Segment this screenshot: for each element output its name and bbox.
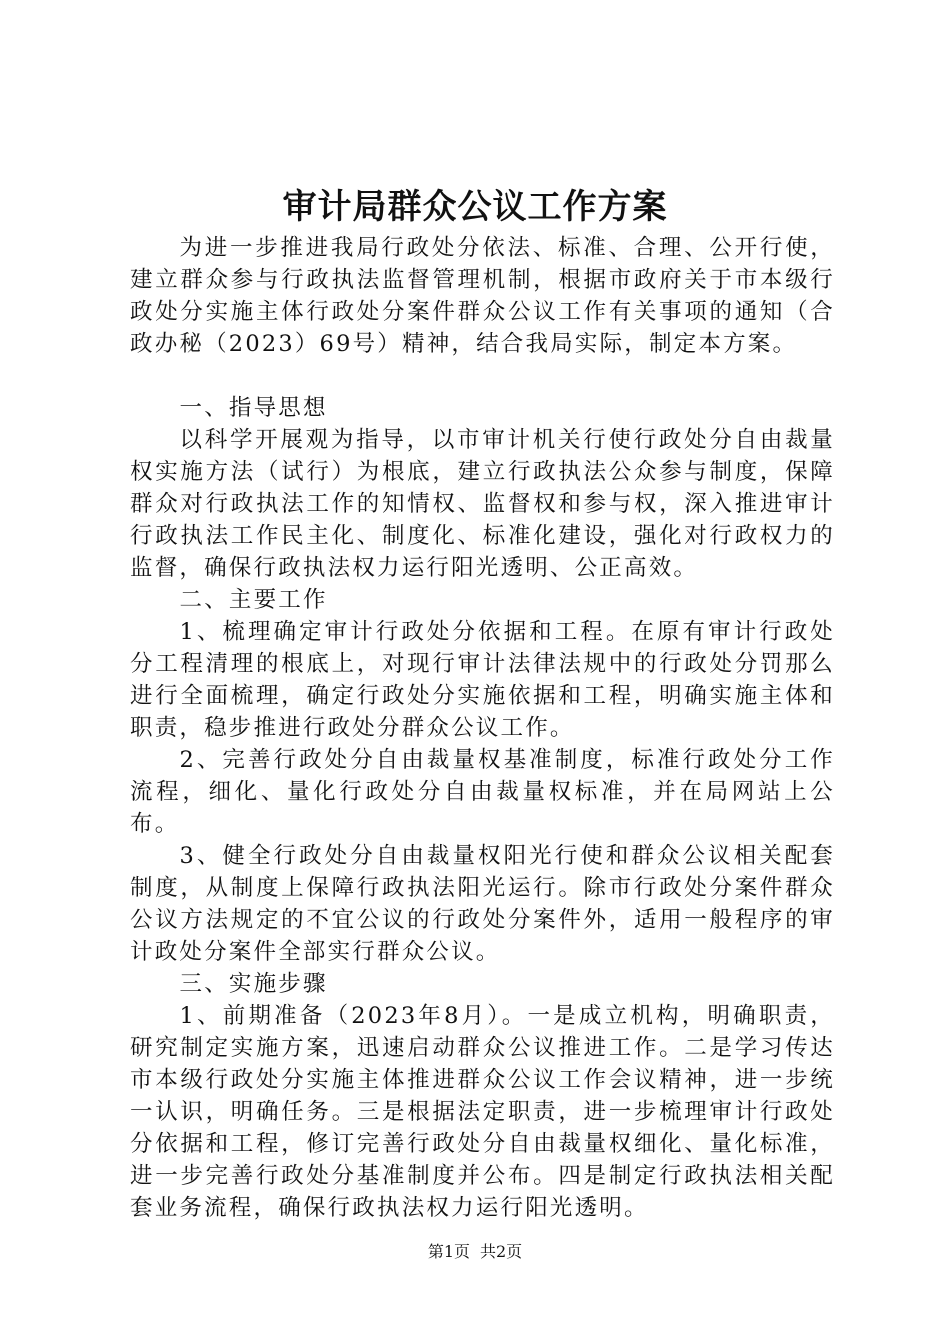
page-total: 共2页 (480, 1242, 523, 1261)
section-heading-implementation-steps: 三、实施步骤 (179, 971, 328, 997)
page-number: 第1页 (427, 1242, 470, 1261)
document-body (130, 232, 835, 1224)
paragraph-main-work-3: 3、健全行政处分自由裁量权阳光行使和群众公议相关配套制度，从制度上保障行政执法阳光运行。除市行政处分案件群众公议方法规定的不宜公议的行政处分案件外，适用一般程序的审计政处分案件全部实行群众公议。 (130, 843, 835, 965)
paragraph-main-work-2: 2、完善行政处分自由裁量权基准制度，标准行政处分工作流程，细化、量化行政处分自由裁量权标准，并在局网站上公布。 (130, 747, 835, 837)
paragraph-implementation-step-1: 1、前期准备（2023年8月）。一是成立机构，明确职责，研究制定实施方案，迅速启动群众公议推进工作。二是学习传达市本级行政处分实施主体推进群众公议工作会议精神，进一步统一认识，明确任务。三是根据法定职责，进一步梳理审计行政处分依据和工程，修订完善行政处分自由裁量权细化、量化标准，进一步完善行政处分基准制度并公布。四是制定行政执法相关配套业务流程，确保行政执法权力运行阳光透明。 (130, 1003, 835, 1221)
section-heading-main-work: 二、主要工作 (179, 587, 328, 613)
paragraph-main-work-1: 1、梳理确定审计行政处分依据和工程。在原有审计行政处分工程清理的根底上，对现行审计法律法规中的行政处分罚那么进行全面梳理，确定行政处分实施依据和工程，明确实施主体和职责，稳步推进行政处分群众公议工作。 (130, 619, 835, 741)
section-heading-guiding-ideology: 一、指导思想 (179, 395, 328, 421)
intro-paragraph: 为进一步推进我局行政处分依法、标准、合理、公开行使，建立群众参与行政执法监督管理机制，根据市政府关于市本级行政处分实施主体行政处分案件群众公议工作有关事项的通知（合政办秘（2023）69号）精神，结合我局实际，制定本方案。 (130, 235, 835, 357)
paragraph-guiding-ideology: 以科学开展观为指导，以市审计机关行使行政处分自由裁量权实施方法（试行）为根底，建立行政执法公众参与制度，保障群众对行政执法工作的知情权、监督权和参与权，深入推进审计行政执法工作民主化、制度化、标准化建设，强化对行政权力的监督，确保行政执法权力运行阳光透明、公正高效。 (130, 427, 835, 581)
document-title: 审计局群众公议工作方案 (282, 187, 668, 227)
page-footer (0, 1240, 950, 1264)
